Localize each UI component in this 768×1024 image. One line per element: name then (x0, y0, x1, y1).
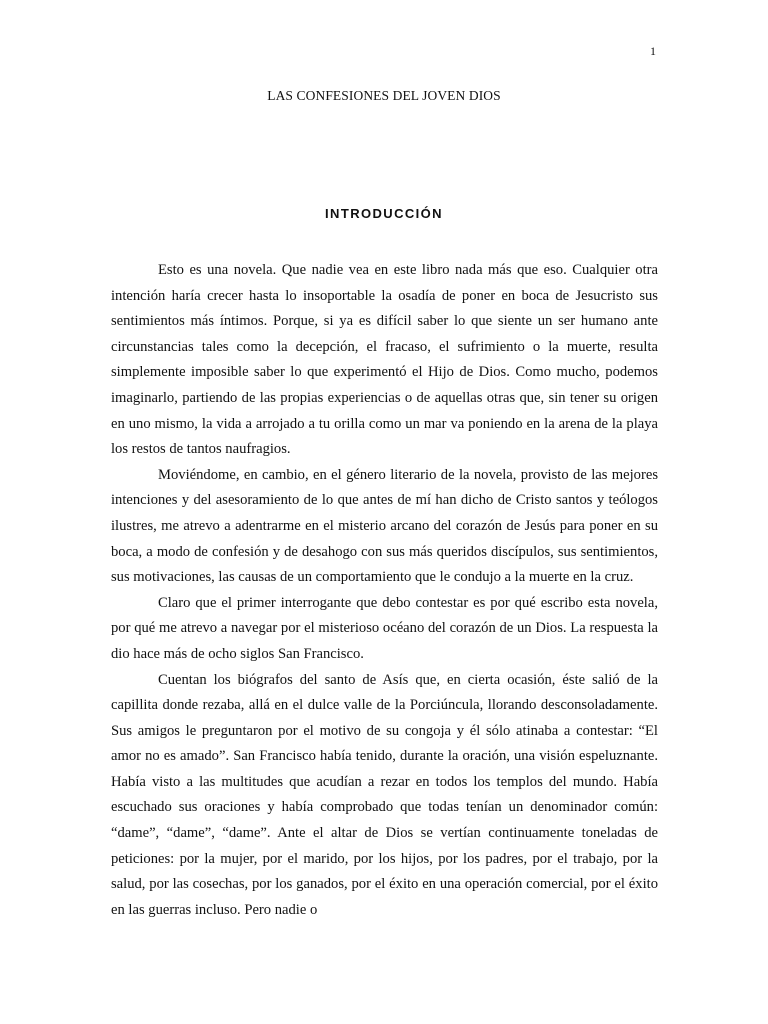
paragraph: Esto es una novela. Que nadie vea en este libro nada más que eso. Cualquier otra intención haría crecer hasta lo insoportable la osadía de poner en boca de Jesucristo sus sentimientos más íntimos. Porque, si ya es difícil saber lo que siente un ser humano ante circunstancias tales como la decepción, el fracaso, el sufrimiento o la muerte, resulta simplemente imposible saber lo que experimentó el Hijo de Dios. Como mucho, podemos imaginarlo, partiendo de las propias experiencias o de aquellas otras que, sin tener su origen en uno mismo, la vida a arrojado a tu orilla como un mar va poniendo en la arena de la playa los restos de tantos naufragios. (111, 262, 658, 458)
body-text (111, 258, 658, 923)
paragraph: Cuentan los biógrafos del santo de Asís que, en cierta ocasión, éste salió de la capillita donde rezaba, allá en el dulce valle de la Porciúncula, llorando desconsoladamente. Sus amigos le preguntaron por el motivo de su congoja y él sólo atinaba a contestar: “El amor no es amado”. San Francisco había tenido, durante la oración, una visión espeluznante. Había visto a las multitudes que acudían a rezar en todos los templos del mundo. Había escuchado sus oraciones y había comprobado que todas tenían un denominador común: “dame”, “dame”, “dame”. Ante el altar de Dios se vertían continuamente toneladas de peticiones: por la mujer, por el marido, por los hijos, por los padres, por el trabajo, por la salud, por las cosechas, por los ganados, por el éxito en una operación comercial, por el éxito en las guerras incluso. Pero nadie o (111, 671, 658, 918)
book-title: LAS CONFESIONES DEL JOVEN DIOS (267, 88, 501, 103)
section-title: INTRODUCCIÓN (325, 206, 443, 221)
paragraph: Claro que el primer interrogante que debo contestar es por qué escribo esta novela, por qué me atrevo a navegar por el misterioso océano del corazón de un Dios. La respuesta la dio hace más de ocho siglos San Francisco. (111, 594, 658, 662)
page-number: 1 (650, 44, 656, 58)
paragraph: Moviéndome, en cambio, en el género literario de la novela, provisto de las mejores intenciones y del asesoramiento de lo que antes de mí han dicho de Cristo santos y teólogos ilustres, me atrevo a adentrarme en el misterio arcano del corazón de Jesús para poner en su boca, a modo de confesión y de desahogo con sus más queridos discípulos, sus sentimientos, sus motivaciones, las causas de un comportamiento que le condujo a la muerte en la cruz. (111, 466, 658, 586)
